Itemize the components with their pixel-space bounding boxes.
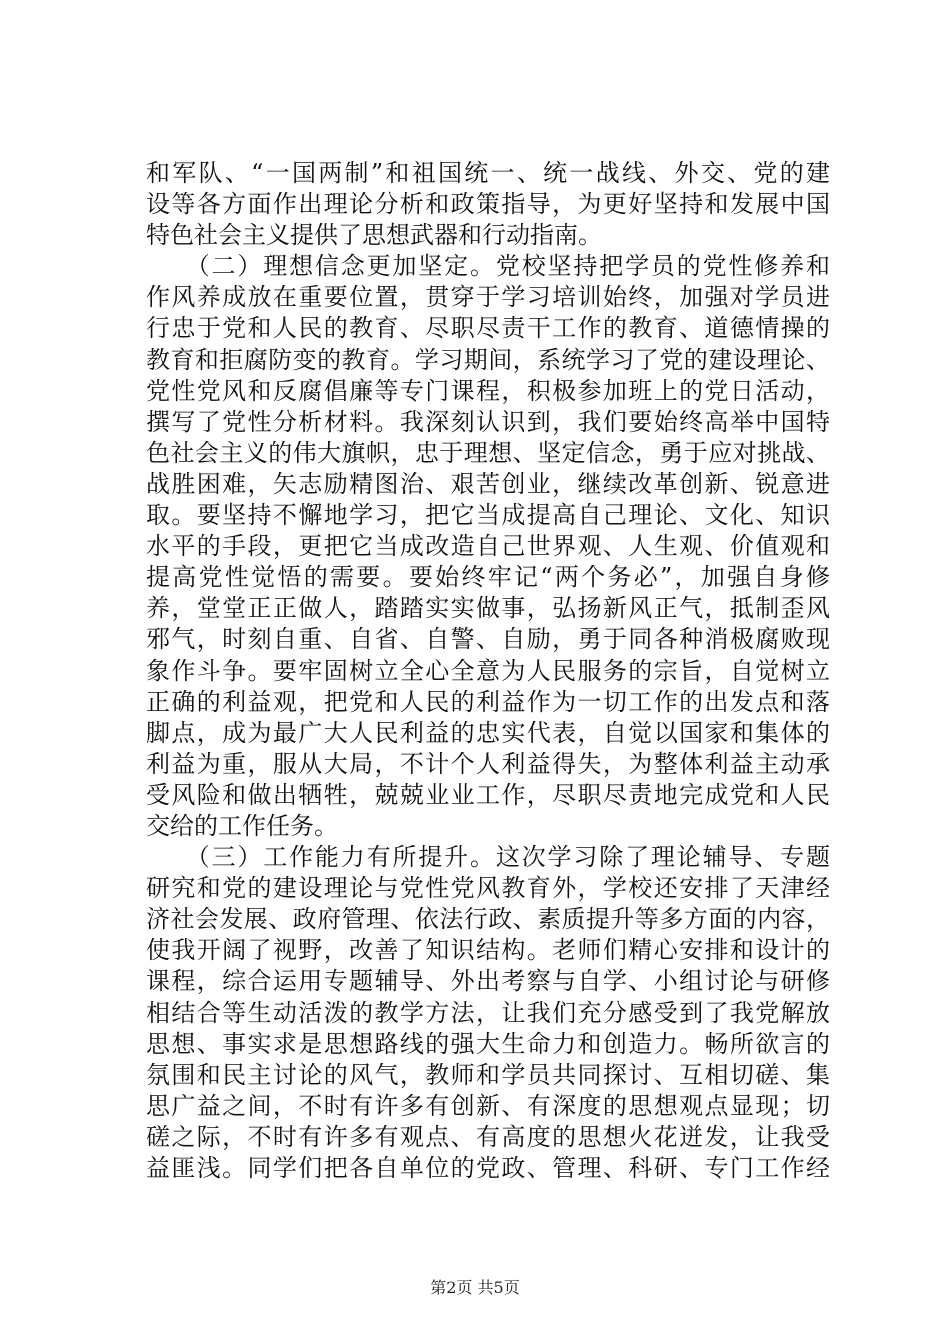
text-line: 相结合等生动活泼的教学方法，让我们充分感受到了我党解放	[146, 998, 830, 1027]
text-line: 战胜困难，矢志励精图治、艰苦创业，继续改革创新、锐意进	[146, 469, 830, 498]
text-line: （三）工作能力有所提升。这次学习除了理论辅导、专题	[146, 843, 830, 872]
text-line: （二）理想信念更加坚定。党校坚持把学员的党性修养和	[146, 252, 830, 281]
text-line: 提高党性觉悟的需要。要始终牢记“两个务必”，加强自身修	[146, 563, 830, 592]
text-line: 邪气，时刻自重、自省、自警、自励，勇于同各种消极腐败现	[146, 625, 830, 654]
text-line: 受风险和做出牺牲，兢兢业业工作，尽职尽责地完成党和人民	[146, 780, 830, 809]
text-line: 取。要坚持不懈地学习，把它当成提高自己理论、文化、知识	[146, 501, 830, 530]
text-line: 设等各方面作出理论分析和政策指导，为更好坚持和发展中国	[146, 190, 830, 219]
text-line: 济社会发展、政府管理、依法行政、素质提升等多方面的内容，	[146, 905, 830, 934]
text-line: 撰写了党性分析材料。我深刻认识到，我们要始终高举中国特	[146, 407, 830, 436]
text-line: 教育和拒腐防变的教育。学习期间，系统学习了党的建设理论、	[146, 345, 830, 374]
text-line: 磋之际，不时有许多有观点、有高度的思想火花迸发，让我受	[146, 1122, 830, 1151]
text-line: 和军队、“一国两制”和祖国统一、统一战线、外交、党的建	[146, 159, 830, 187]
text-line: 交给的工作任务。	[146, 811, 338, 840]
text-line: 研究和党的建设理论与党性党风教育外，学校还安排了天津经	[146, 874, 830, 903]
text-line: 象作斗争。要牢固树立全心全意为人民服务的宗旨，自觉树立	[146, 656, 830, 685]
text-line: 作风养成放在重要位置，贯穿于学习培训始终，加强对学员进	[146, 283, 830, 312]
text-line: 脚点，成为最广大人民利益的忠实代表，自觉以国家和集体的	[146, 718, 830, 747]
text-line: 思广益之间，不时有许多有创新、有深度的思想观点显现；切	[146, 1091, 830, 1120]
text-line: 正确的利益观，把党和人民的利益作为一切工作的出发点和落	[146, 687, 830, 716]
page-number-footer: 第2页 共5页	[430, 1278, 520, 1297]
text-line: 益匪浅。同学们把各自单位的党政、管理、科研、专门工作经	[146, 1154, 830, 1182]
text-line: 特色社会主义提供了思想武器和行动指南。	[146, 221, 602, 250]
text-line: 课程，综合运用专题辅导、外出考察与自学、小组讨论与研修	[146, 967, 830, 996]
text-line: 使我开阔了视野，改善了知识结构。老师们精心安排和设计的	[146, 936, 830, 965]
text-line: 行忠于党和人民的教育、尽职尽责干工作的教育、道德情操的	[146, 314, 830, 343]
text-line: 色社会主义的伟大旗帜，忠于理想、坚定信念，勇于应对挑战、	[146, 438, 830, 467]
text-line: 利益为重，服从大局，不计个人利益得失，为整体利益主动承	[146, 749, 830, 778]
text-line: 养，堂堂正正做人，踏踏实实做事，弘扬新风正气，抵制歪风	[146, 594, 830, 623]
text-line: 党性党风和反腐倡廉等专门课程，积极参加班上的党日活动，	[146, 376, 830, 405]
text-line: 氛围和民主讨论的风气，教师和学员共同探讨、互相切磋、集	[146, 1060, 830, 1089]
text-line: 水平的手段，更把它当成改造自己世界观、人生观、价值观和	[146, 532, 830, 561]
text-line: 思想、事实求是思想路线的强大生命力和创造力。畅所欲言的	[146, 1029, 830, 1058]
document-body	[146, 158, 830, 1184]
